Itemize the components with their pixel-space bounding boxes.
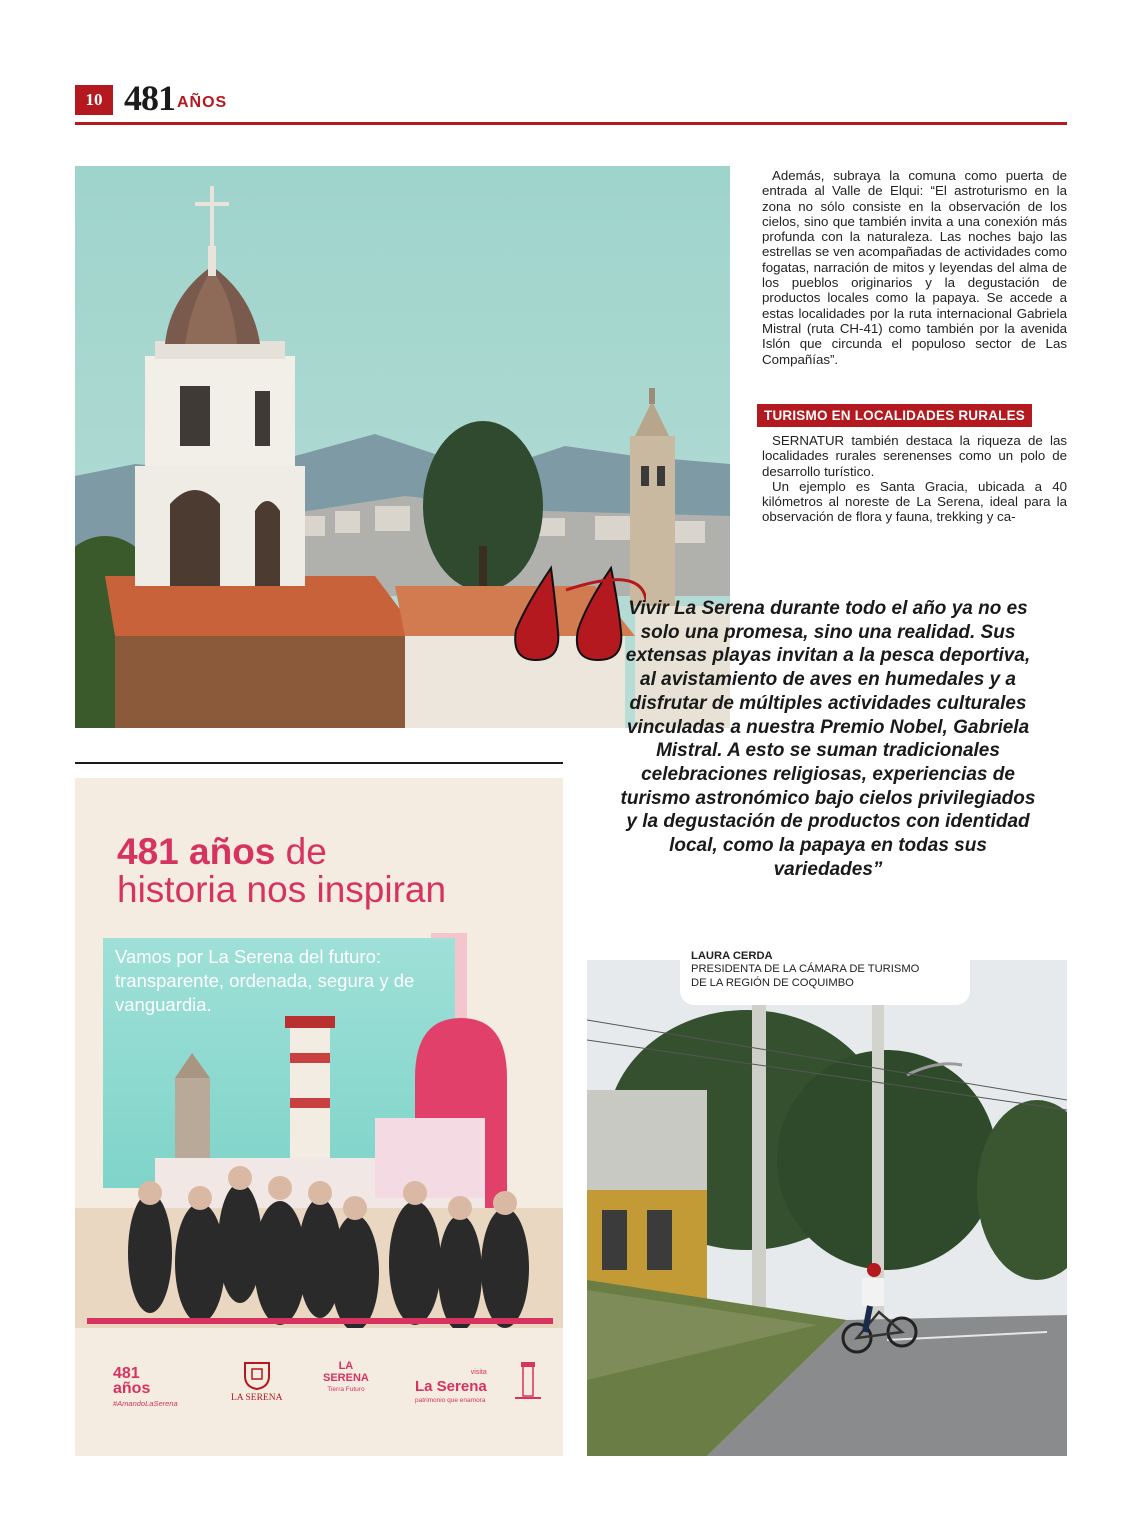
paragraph-text: SERNATUR también destaca la riqueza de las localidades rurales serenenses como un polo de desarrollo turístico. (762, 433, 1067, 479)
street-photo (587, 960, 1067, 1456)
logo-tf-tag: Tierra Futuro (327, 1386, 365, 1393)
page-number: 10 (75, 85, 113, 115)
ad-top-rule (75, 762, 563, 764)
ad-pink-bar (87, 1318, 553, 1324)
ad-subtext: Vamos por La Serena del futuro: transparente, ordenada, segura y de vanguardia. (115, 946, 415, 1015)
ad-logo-row (95, 1358, 545, 1418)
logo-la-serena-municipal (231, 1360, 282, 1403)
logo-481-word: años (113, 1380, 151, 1397)
quote-attribution (691, 950, 919, 990)
ad-headline-rest: de (275, 831, 327, 872)
shield-icon (242, 1360, 272, 1390)
logo-visit-pre: visita (470, 1369, 487, 1376)
logo-visit-main: La Serena (415, 1378, 487, 1395)
section-brand (124, 76, 227, 116)
brand-word: AÑOS (177, 94, 228, 111)
logo-481-number: 481 (113, 1365, 140, 1382)
section-subheading: TURISMO EN LOCALIDADES RURALES (757, 404, 1032, 427)
paragraph-text: Un ejemplo es Santa Gracia, ubicada a 40 kilómetros al noreste de La Serena, ideal para la observación de flora y fauna, trekking y ca- (762, 478, 1067, 525)
ad-headline-line2: historia nos inspiran (117, 869, 447, 910)
attribution-name: LAURA CERDA (691, 950, 773, 962)
ad-headline-bold: 481 años (117, 831, 276, 872)
article-paragraph-2 (762, 433, 1067, 525)
logo-tf-main: SERENA (323, 1372, 369, 1384)
logo-tf-top: LA (338, 1360, 354, 1372)
logo-481-tag: #AmandoLaSerena (113, 1399, 178, 1408)
logo-la-serena-text: LA SERENA (231, 1393, 283, 1403)
municipal-ad (75, 778, 563, 1456)
paragraph-text: Además, subraya la comuna como puerta de entrada al Valle de Elqui: “El astroturismo en la zona no sólo consiste en la observación de los cielos, sino que también invita a una conexión más profunda con la naturaleza. Las noches bajo las estrellas se ven acompañadas de actividades como fogatas, narración de mitos y leyendas del alma de los pueblos originarios y la degustación de productos locales como la papaya. Se accede a estas localidades por la ruta internacional Gabriela Mistral (ruta CH-41) como también por la avenida Islón que circunda el populoso sector de Las Compañías”. (762, 168, 1067, 367)
pull-quote: Vivir La Serena durante todo el año ya no es solo una promesa, sino una realidad. Sus extensas playas invitan a la pesca deportiva, al avistamiento de aves en humedales y a disfrutar de múltiples actividades culturales vinculadas a nuestra Premio Nobel, Gabriela Mistral. A esto se suman tradicionales celebraciones religiosas, experiencias de turismo astronómico bajo cielos privilegiados y la degustación de productos con identidad local, como la papaya en todas sus variedades” (620, 598, 1036, 880)
article-paragraph-1 (762, 168, 1067, 367)
logo-visit-tag: patrimonio que enamora (415, 1397, 486, 1404)
logo-481-anos (113, 1366, 178, 1411)
logo-visita-la-serena (415, 1366, 487, 1408)
attribution-title-1: PRESIDENTA DE LA CÁMARA DE TURISMO (691, 963, 920, 976)
logo-tierra-futuro (323, 1360, 369, 1396)
ad-headline (117, 833, 446, 909)
ad-illustration (75, 998, 563, 1328)
attribution-title-2: DE LA REGIÓN DE COQUIMBO (691, 976, 854, 989)
brand-number: 481 (124, 78, 175, 118)
header-rule (75, 122, 1067, 125)
lighthouse-icon (513, 1360, 543, 1400)
